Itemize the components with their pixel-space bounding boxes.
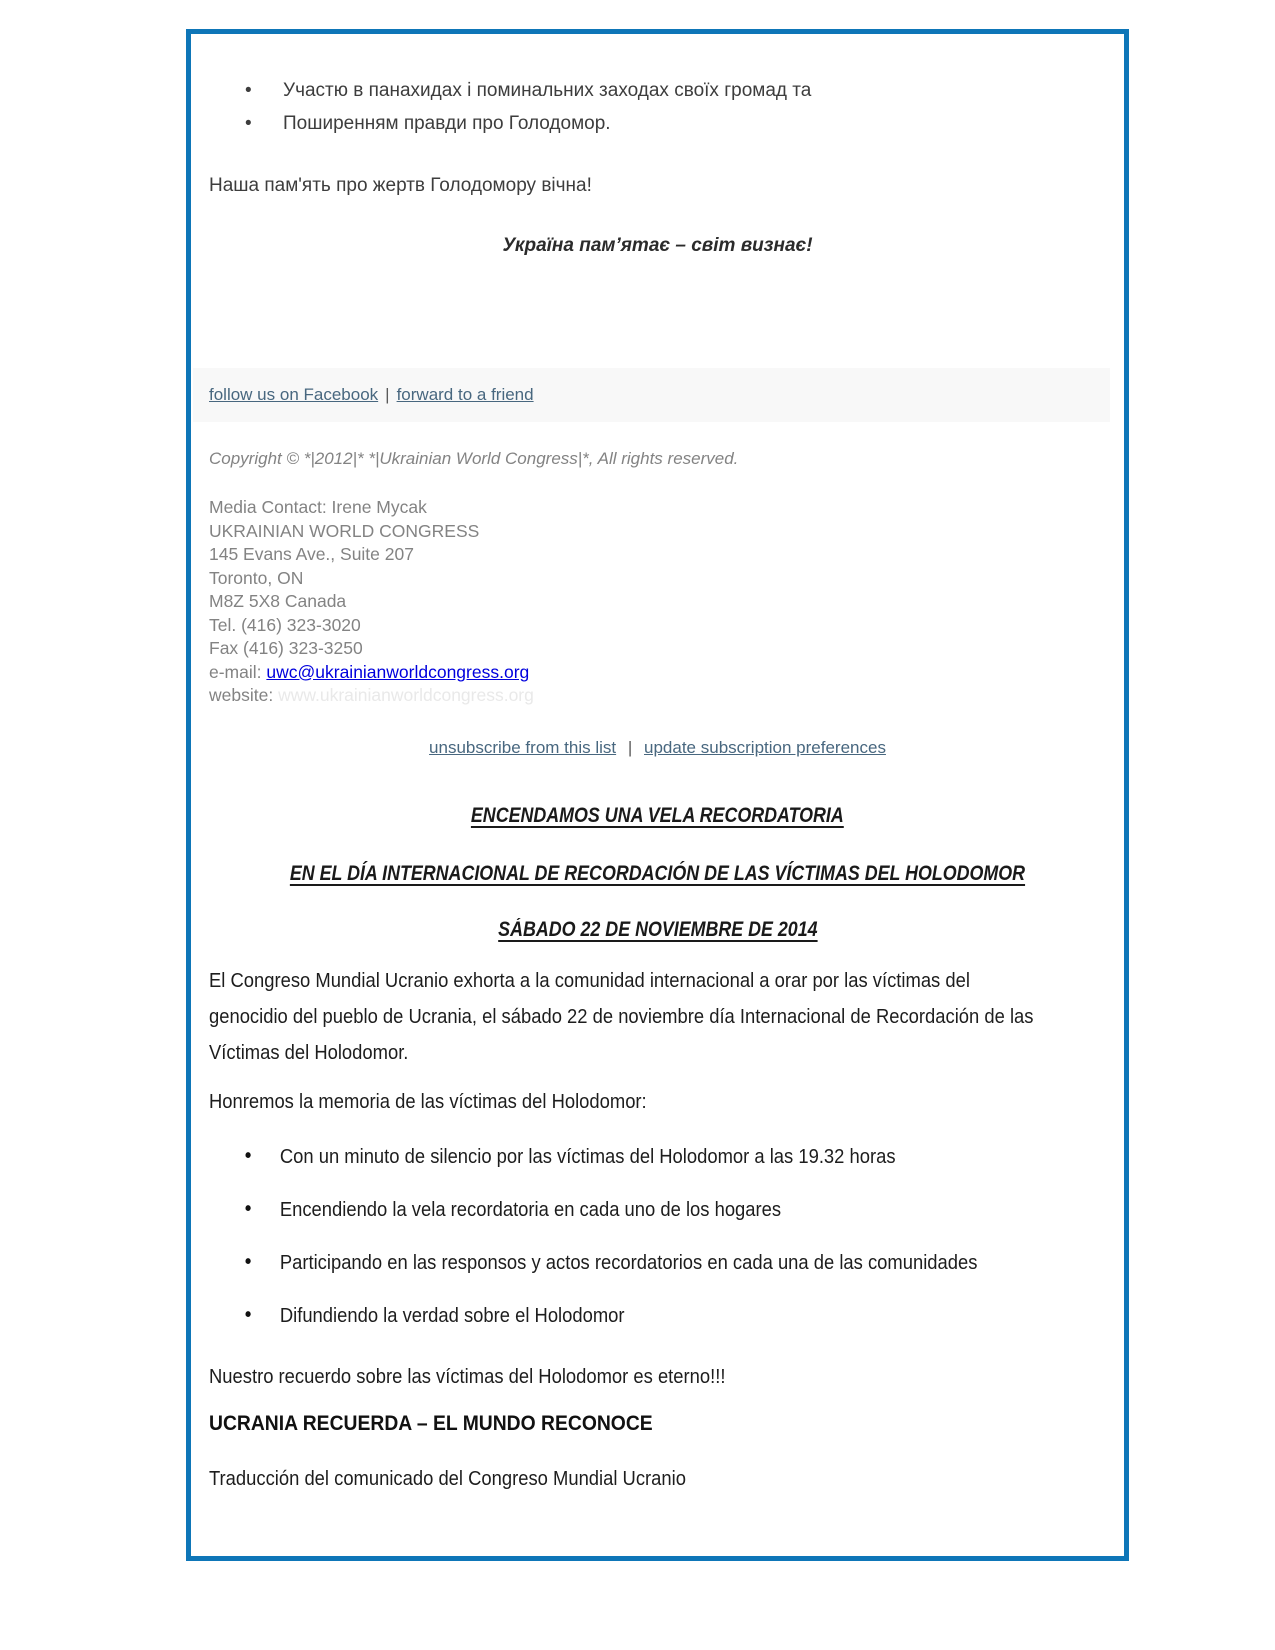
list-item: • Encendiendo la vela recordatoria en cada uno de los hogares [209,1199,1037,1221]
forward-to-friend-link[interactable]: forward to a friend [396,385,534,404]
website-label: website: [209,685,279,705]
spanish-heading-2 [209,860,1106,890]
spanish-eternal-line: Nuestro recuerdo sobre las víctimas del Holodomor es eterno!!! [209,1365,726,1388]
spanish-heading-2-text: EN EL DÍA INTERNACIONAL DE RECORDACIÓN DE LAS VÍCTIMAS DEL HOLODOMOR [289,861,1026,885]
follow-facebook-link[interactable]: follow us on Facebook [209,385,379,404]
email-link[interactable]: uwc@ukrainianworldcongress.org [266,661,530,682]
website-value: www.ukrainianworldcongress.org [278,685,534,705]
list-item: • Participando en las responsos y actos recordatorios en cada una de las comunidades [209,1252,1037,1274]
email-label: e-mail: [209,661,267,682]
fax-line: Fax (416) 323-3250 [209,638,363,658]
ukrainian-memory-line: Наша пам'ять про жертв Голодомору вічна! [209,175,592,196]
city-line: Toronto, ON [209,567,304,588]
document-content [191,80,1124,1490]
ukrainian-slogan: Україна пам’ятає – світ визнає! [502,235,813,256]
spanish-translation-note: Traducción del comunicado del Congreso Mundial Ucranio [209,1467,686,1490]
spanish-slogan: UCRANIA RECUERDA – EL MUNDO RECONOCE [209,1411,653,1435]
spanish-heading-1-text: ENCENDAMOS UNA VELA RECORDATORIA [471,803,844,827]
spanish-bullet-list [209,1146,1037,1327]
list-item: • Difundiendo la verdad sobre el Holodomor [209,1305,1037,1327]
unsubscribe-link[interactable]: unsubscribe from this list [429,737,617,757]
email-line [209,661,1106,685]
media-contact-line: Media Contact: Irene Mycak [209,497,427,517]
update-preferences-link[interactable]: update subscription preferences [644,737,886,757]
tel-line: Tel. (416) 323-3020 [209,614,361,635]
spanish-heading-1 [209,802,1106,832]
link-separator: | [627,737,633,757]
spanish-paragraph: El Congreso Mundial Ucranio exhorta a la comunidad internacional a orar por las víctimas del genocidio del pueblo de Ucrania, el sábado 22 de noviembre día Internacional de Recordación de las Víctimas del Holodomor. [209,969,1034,1064]
spanish-body [209,963,1037,1490]
list-item: • Поширенням правди про Голодомор. [209,113,1106,135]
social-links-band [193,368,1110,422]
document-page-border [186,29,1129,1561]
spanish-honremos-line: Honremos la memoria de las víctimas del Holodomor: [209,1090,647,1113]
spanish-heading-3 [209,916,1106,946]
copyright-line: Copyright © *|2012|* *|Ukrainian World Congress|*, All rights reserved. [209,449,739,468]
list-item: • Con un minuto de silencio por las víctimas del Holodomor a las 19.32 horas [209,1146,1037,1168]
postal-line: M8Z 5X8 Canada [209,591,347,611]
address-line: 145 Evans Ave., Suite 207 [209,544,414,564]
list-item: • Участю в панахидах і поминальних заходах своїх громад та [209,80,1106,102]
subscription-links-row [209,737,1106,759]
link-separator: | [385,385,390,404]
contact-block [209,496,1106,708]
website-line [209,684,1106,708]
ukrainian-bullet-list [209,80,1106,135]
organization-line: UKRAINIAN WORLD CONGRESS [209,520,480,541]
spanish-heading-3-text: SÁBADO 22 DE NOVIEMBRE DE 2014 [497,917,818,941]
